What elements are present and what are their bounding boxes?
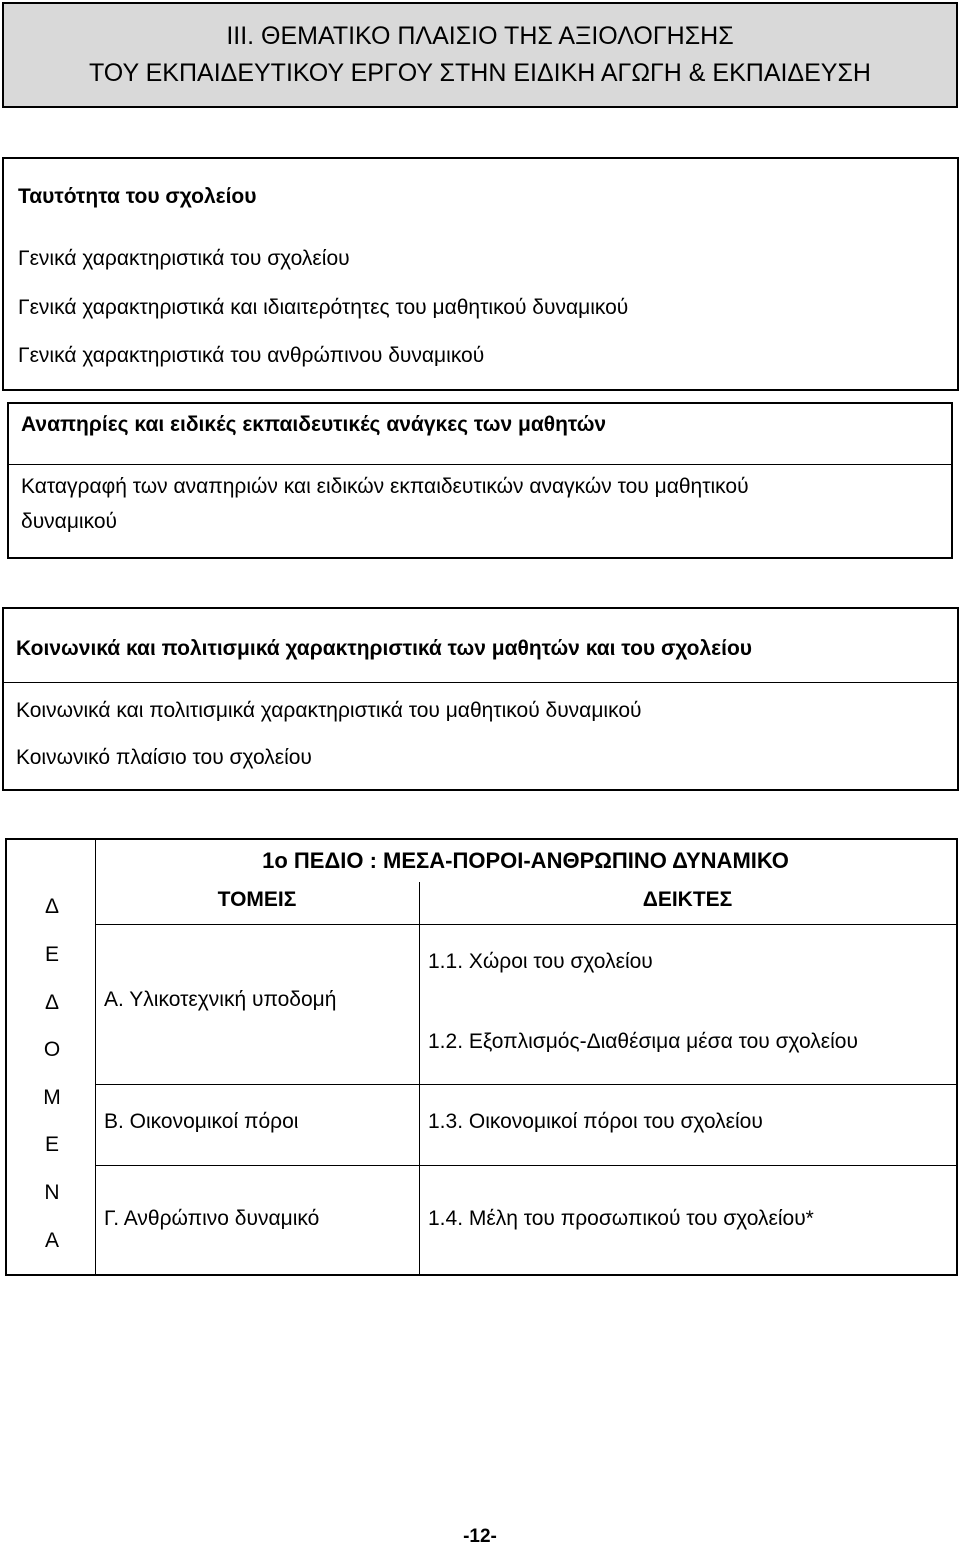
section-disabilities — [7, 402, 953, 559]
indicator-cell: 1.4. Μέλη του προσωπικού του σχολείου* — [428, 1207, 814, 1230]
field-table — [5, 838, 958, 1276]
side-letter: Ε — [44, 1133, 59, 1156]
section-item: Κοινωνικά και πολιτισμικά χαρακτηριστικά του μαθητικού δυναμικού — [16, 699, 642, 722]
side-letter: Δ — [44, 895, 60, 918]
field-title: 1ο ΠΕΔΙΟ : ΜΕΣΑ-ΠΟΡΟΙ-ΑΝΘΡΩΠΙΝΟ ΔΥΝΑΜΙΚΟ — [262, 848, 789, 873]
document-header — [2, 2, 958, 108]
page-number: -12- — [463, 1526, 497, 1547]
section-title: Αναπηρίες και ειδικές εκπαιδευτικές ανάγκες των μαθητών — [21, 413, 607, 436]
section-divider — [4, 682, 957, 683]
indicator-cell: 1.3. Οικονομικοί πόροι του σχολείου — [428, 1110, 763, 1133]
row-divider — [95, 1165, 956, 1166]
column-header-sectors: ΤΟΜΕΙΣ — [217, 888, 297, 911]
section-school-identity — [2, 157, 959, 391]
section-item: Γενικά χαρακτηριστικά και ιδιαιτερότητες του μαθητικού δυναμικού — [18, 296, 629, 319]
sector-cell: Γ. Ανθρώπινο δυναμικό — [104, 1207, 320, 1230]
section-title: Ταυτότητα του σχολείου — [18, 185, 257, 208]
sector-cell: Α. Υλικοτεχνική υποδομή — [104, 988, 337, 1011]
side-letter: Ε — [44, 943, 59, 966]
header-line-1: ΙΙΙ. ΘΕΜΑΤΙΚΟ ΠΛΑΙΣΙΟ ΤΗΣ ΑΞΙΟΛΟΓΗΣΗΣ — [226, 22, 734, 50]
indicator-cell: 1.2. Εξοπλισμός-Διαθέσιμα μέσα του σχολείου — [428, 1030, 858, 1053]
side-letter: Ο — [43, 1038, 61, 1061]
row-divider — [95, 924, 956, 925]
side-letter: Ν — [44, 1181, 60, 1204]
column-header-indicators: ΔΕΙΚΤΕΣ — [642, 888, 733, 911]
section-item-continued: δυναμικού — [21, 510, 117, 533]
header-line-2: ΤΟΥ ΕΚΠΑΙΔΕΥΤΙΚΟΥ ΕΡΓΟΥ ΣΤΗΝ ΕΙΔΙΚΗ ΑΓΩΓΗ & ΕΚΠΑΙΔΕΥΣΗ — [88, 59, 871, 87]
section-item: Καταγραφή των αναπηριών και ειδικών εκπαιδευτικών αναγκών του μαθητικού — [21, 475, 749, 498]
row-divider — [95, 1084, 956, 1085]
section-divider — [9, 464, 951, 465]
indicator-cell: 1.1. Χώροι του σχολείου — [428, 950, 653, 973]
side-letter: Α — [44, 1229, 59, 1252]
section-social-cultural — [2, 607, 959, 791]
section-item: Κοινωνικό πλαίσιο του σχολείου — [16, 746, 312, 769]
side-letter: Μ — [43, 1086, 61, 1109]
section-item: Γενικά χαρακτηριστικά του σχολείου — [18, 247, 350, 270]
side-letter: Δ — [44, 991, 60, 1014]
section-item: Γενικά χαρακτηριστικά του ανθρώπινου δυναμικού — [18, 344, 485, 367]
sector-cell: Β. Οικονομικοί πόροι — [104, 1110, 299, 1133]
section-title: Κοινωνικά και πολιτισμικά χαρακτηριστικά των μαθητών και του σχολείου — [16, 637, 753, 660]
column-divider — [419, 882, 420, 1274]
